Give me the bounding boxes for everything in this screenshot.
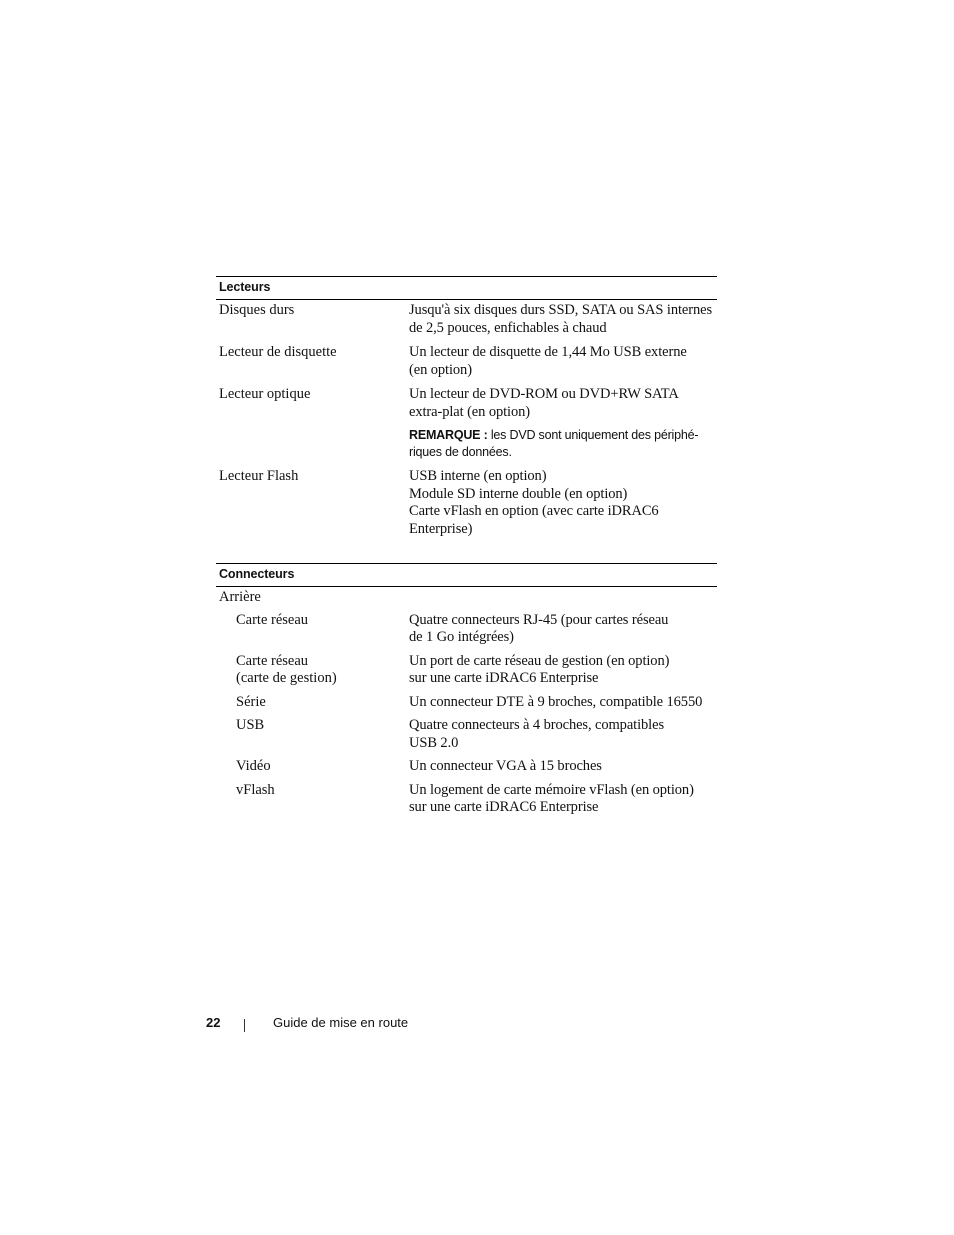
- spec-label: USB: [236, 717, 265, 733]
- spec-value: Quatre connecteurs à 4 broches, compatibles USB 2.0: [409, 717, 664, 751]
- spec-row-management-nic: [216, 653, 717, 688]
- spec-value: Jusqu'à six disques durs SSD, SATA ou SAS internes de 2,5 pouces, enfichables à chaud: [409, 302, 712, 336]
- spec-label: Carte réseau: [236, 611, 309, 628]
- spec-value: Un port de carte réseau de gestion (en option) sur une carte iDRAC6 Enterprise: [409, 652, 670, 686]
- spec-row-nic: [216, 612, 717, 647]
- spec-row-optical-drive: [216, 386, 717, 461]
- drives-section: [216, 276, 717, 538]
- spec-label: Vidéo: [236, 758, 271, 774]
- spec-row-usb: [216, 717, 717, 752]
- drives-heading: Lecteurs: [216, 276, 717, 300]
- spec-value: Un connecteur VGA à 15 broches: [409, 758, 602, 774]
- spec-row-hard-drives: [216, 302, 717, 337]
- spec-row-flash-drive: [216, 468, 717, 538]
- spec-row-video: [216, 758, 717, 776]
- spec-value: Un lecteur de DVD-ROM ou DVD+RW SATA extra-plat (en option): [409, 386, 679, 420]
- spec-label: Lecteur optique: [219, 386, 311, 402]
- page-number: 22: [206, 1015, 221, 1030]
- spec-row-serial: [216, 694, 717, 712]
- spec-label: vFlash: [236, 781, 275, 798]
- spec-value: USB interne (en option) Module SD interne double (en option) Carte vFlash en option (avec carte iDRAC6 Enterprise): [409, 468, 659, 537]
- page-footer: [206, 1014, 408, 1032]
- footer-title: Guide de mise en route: [273, 1015, 409, 1030]
- spec-label: Disques durs: [219, 302, 295, 318]
- connectors-section: [216, 563, 717, 817]
- spec-value: Un lecteur de disquette de 1,44 Mo USB externe (en option): [409, 344, 687, 378]
- group-label-rear: Arrière: [219, 589, 261, 605]
- spec-label: Lecteur Flash: [219, 468, 299, 484]
- spec-value: Un connecteur DTE à 9 broches, compatible 16550: [409, 693, 703, 710]
- spec-value: Un logement de carte mémoire vFlash (en option) sur une carte iDRAC6 Enterprise: [409, 781, 694, 815]
- note-label: REMARQUE :: [409, 428, 488, 442]
- group-label-row: [216, 589, 717, 607]
- spec-row-floppy-drive: [216, 344, 717, 379]
- spec-row-vflash: [216, 782, 717, 817]
- spec-label: Carte réseau (carte de gestion): [236, 652, 337, 686]
- spec-label: Lecteur de disquette: [219, 344, 337, 360]
- connectors-heading: Connecteurs: [216, 563, 717, 587]
- spec-value: Quatre connecteurs RJ-45 (pour cartes réseau de 1 Go intégrées): [409, 611, 669, 645]
- note-text: les DVD sont uniquement des périphé-riques de données.: [409, 428, 699, 459]
- footer-separator: [244, 1019, 245, 1032]
- spec-label: Série: [236, 693, 266, 710]
- note: [409, 427, 717, 461]
